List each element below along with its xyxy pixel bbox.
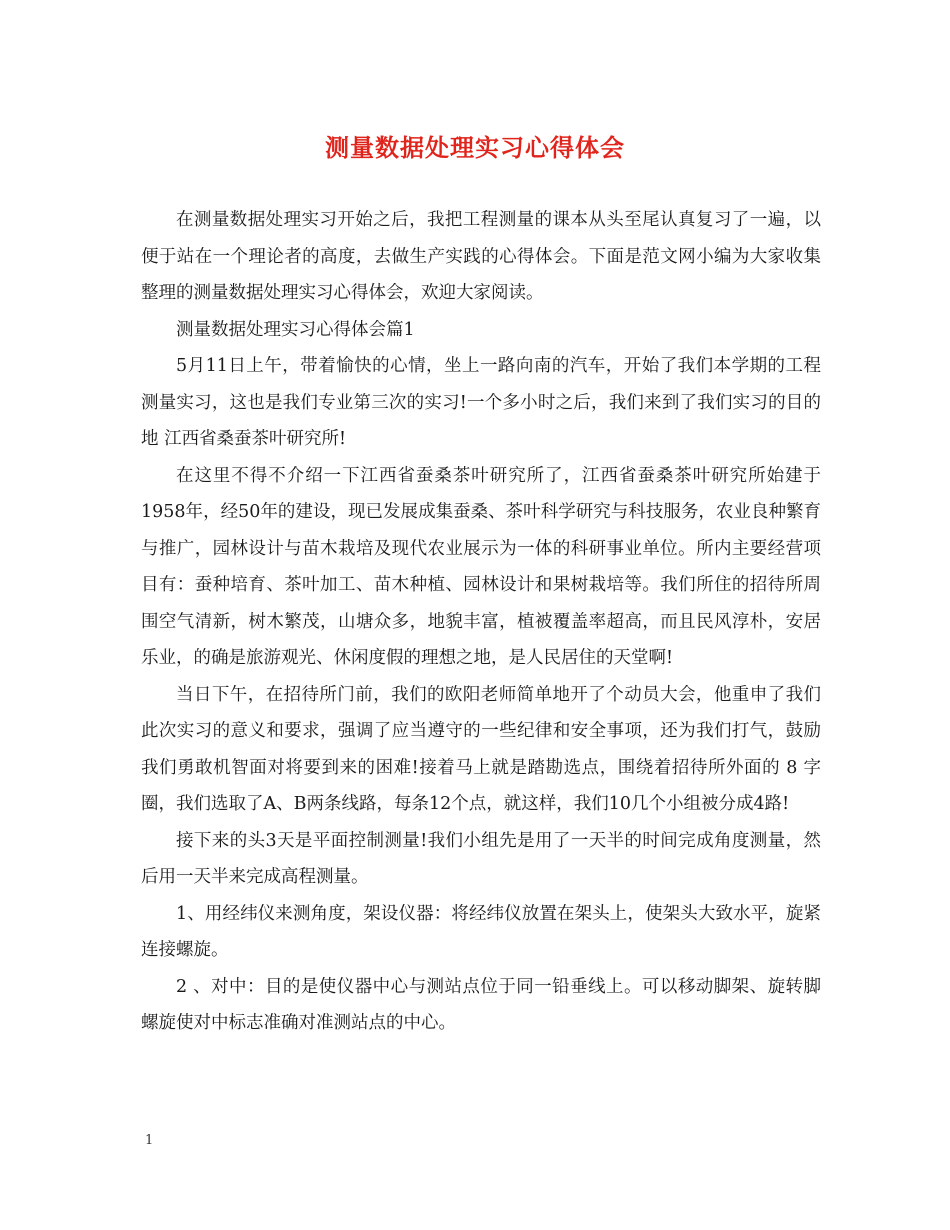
paragraph-arrival: 5月11日上午，带着愉快的心情，坐上一路向南的汽车，开始了我们本学期的工程测量实习，这也是我们专业第三次的实习!一个多小时之后，我们来到了我们实习的目的地 江西省桑蚕茶叶研究所! — [141, 356, 821, 449]
paragraph-section-heading: 测量数据处理实习心得体会篇1 — [176, 319, 415, 340]
paragraph-step-1: 1、用经纬仪来测角度，架设仪器：将经纬仪放置在架头上，使架头大致水平，旋紧连接螺旋。 — [141, 903, 821, 960]
paragraph-intro: 在测量数据处理实习开始之后，我把工程测量的课本从头至尾认真复习了一遍，以便于站在一个理论者的高度，去做生产实践的心得体会。下面是范文网小编为大家收集整理的测量数据处理实习心得体会，欢迎大家阅读。 — [141, 210, 821, 303]
paragraph-step-2: 2 、对中：目的是使仪器中心与测站点位于同一铅垂线上。可以移动脚架、旋转脚螺旋使对中标志准确对准测站点的中心。 — [141, 976, 821, 1033]
paragraph-institute: 在这里不得不介绍一下江西省蚕桑茶叶研究所了，江西省蚕桑茶叶研究所始建于1958年，经50年的建设，现已发展成集蚕桑、茶叶科学研究与科技服务，农业良种繁育与推广，园林设计与苗木栽培及现代农业展示为一体的科研事业单位。所内主要经营项目有：蚕种培育、茶叶加工、苗木种植、园林设计和果树栽培等。我们所住的招待所周围空气清新，树木繁茂，山塘众多，地貌丰富，植被覆盖率超高，而且民风淳朴，安居乐业，的确是旅游观光、休闲度假的理想之地，是人民居住的天堂啊! — [141, 465, 821, 668]
paragraph-mobilization: 当日下午，在招待所门前，我们的欧阳老师简单地开了个动员大会，他重申了我们此次实习的意义和要求，强调了应当遵守的一些纪律和安全事项，还为我们打气，鼓励我们勇敢机智面对将要到来的困难!接着马上就是踏勘选点，围绕着招待所外面的 8 字圈，我们选取了A、B两条线路，每条12个点，就这样，我们10几个小组被分成4路! — [141, 684, 821, 814]
paragraph-control-survey: 接下来的头3天是平面控制测量!我们小组先是用了一天半的时间完成角度测量，然后用一天半来完成高程测量。 — [141, 830, 821, 887]
document-body — [141, 202, 821, 1042]
page-number: 1 — [145, 1133, 154, 1148]
document-title: 测量数据处理实习心得体会 — [325, 133, 625, 162]
